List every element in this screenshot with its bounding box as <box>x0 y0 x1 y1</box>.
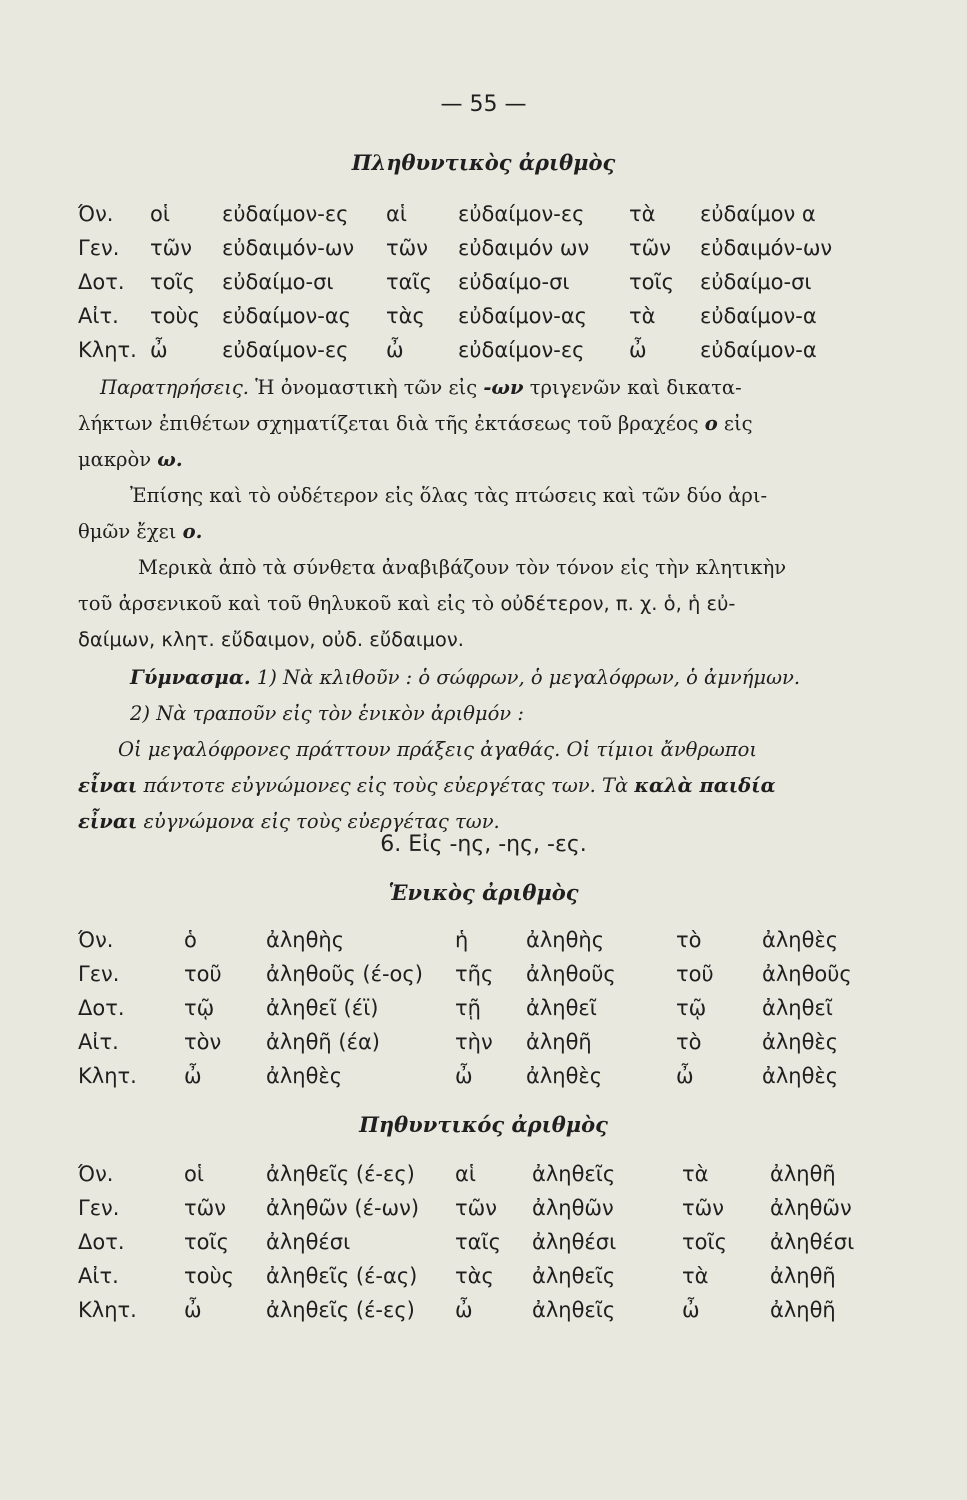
fem-article: ταῖς <box>455 1230 501 1254</box>
neut-article: ὦ <box>682 1298 700 1322</box>
masc-form: εὐδαίμον-ας <box>222 304 351 328</box>
masc-article: ὦ <box>150 338 168 362</box>
exercise-line-5 <box>78 810 868 833</box>
fem-article: τῆς <box>455 962 494 986</box>
masc-article: τῷ <box>184 996 215 1020</box>
fem-form: ἀληθοῦς <box>526 962 616 986</box>
fem-form: ἀληθὲς <box>526 1064 603 1088</box>
table-row <box>0 304 967 338</box>
fem-form: εὐδαίμον-ες <box>458 202 585 226</box>
neut-form: εὐδαίμο-σι <box>700 270 812 294</box>
remarks-line-4 <box>78 484 868 507</box>
case-label: Γεν. <box>78 962 120 986</box>
section-title: 6. Εἰς -ης, -ης, -ες. <box>380 832 587 857</box>
fem-article: αἱ <box>386 202 407 226</box>
masc-form: ἀληθὴς <box>266 928 345 952</box>
masc-form: ἀληθῆ (έα) <box>266 1030 380 1054</box>
table-row <box>0 962 967 996</box>
table-row <box>0 1030 967 1064</box>
table-row <box>0 1196 967 1230</box>
masc-form: ἀληθοῦς (έ-ος) <box>266 962 423 986</box>
neut-form: ἀληθὲς <box>762 1030 839 1054</box>
case-label: Όν. <box>78 202 114 226</box>
letter-highlight: ο. <box>182 520 203 543</box>
remarks-text: θμῶν ἔχει <box>78 520 177 543</box>
masc-article: τῶν <box>184 1196 226 1220</box>
neut-form: ἀληθοῦς <box>762 962 852 986</box>
table-row <box>0 928 967 962</box>
table-row <box>0 1064 967 1098</box>
exercise-text: 1) Νὰ κλιθοῦν : ὁ σώφρων, ὁ μεγαλόφρων, ὁ ἀμνήμων. <box>256 666 801 689</box>
fem-form: ἀληθεῖς <box>532 1264 616 1288</box>
remarks-text: οὐδέτερον, π. χ. ὁ, ἡ εὐ- <box>500 592 736 615</box>
fem-article: τῇ <box>455 996 481 1020</box>
fem-article: τῶν <box>455 1196 497 1220</box>
neut-form: ἀληθὲς <box>762 1064 839 1088</box>
case-label: Αἰτ. <box>78 1264 119 1288</box>
fem-form: εὐδαιμόν ων <box>458 236 590 260</box>
remarks-text: Ἡ ὀνομαστικὴ τῶν εἰς <box>255 376 478 399</box>
neut-form: εὐδαίμον α <box>700 202 816 226</box>
fem-form: ἀληθεῖς <box>532 1298 616 1322</box>
case-label: Αἰτ. <box>78 1030 119 1054</box>
case-label: Δοτ. <box>78 996 125 1020</box>
exercise-bold: εἶναι <box>78 810 138 833</box>
neut-form: ἀληθῆ <box>770 1298 836 1322</box>
neut-article: τὰ <box>629 202 656 226</box>
neut-form: ἀληθεῖ <box>762 996 833 1020</box>
exercise-bold: καλὰ παιδία <box>634 774 776 797</box>
exercise-text: εὐγνώμονα εἰς τοὺς εὐεργέτας των. <box>143 810 500 833</box>
case-label: Όν. <box>78 928 114 952</box>
remarks-text: εἰς <box>723 412 753 435</box>
fem-article: αἱ <box>455 1162 476 1186</box>
remarks-text: λήκτων ἐπιθέτων σχηματίζεται διὰ τῆς ἐκτάσεως τοῦ βραχέος <box>78 412 699 435</box>
table-row <box>0 1264 967 1298</box>
neut-article: τοῦ <box>676 962 714 986</box>
page-number: — 55 — <box>440 92 527 117</box>
fem-form: ἀληθῆ <box>526 1030 592 1054</box>
remarks-text: τοῦ ἀρσενικοῦ καὶ τοῦ θηλυκοῦ καὶ εἰς τὸ <box>78 592 495 615</box>
neut-article: τοῖς <box>629 270 674 294</box>
case-label: Κλητ. <box>78 1064 137 1088</box>
exercise-label: Γύμνασμα. <box>130 666 251 689</box>
table-row <box>0 996 967 1030</box>
masc-article: τοῖς <box>184 1230 229 1254</box>
table-row <box>0 202 967 236</box>
masc-article: ὁ <box>184 928 197 952</box>
fem-article: τὰς <box>386 304 425 328</box>
remarks-line-1 <box>78 376 868 399</box>
neut-form: εὐδαίμον-α <box>700 304 817 328</box>
table-row <box>0 1230 967 1264</box>
fem-form: εὐδαίμο-σι <box>458 270 570 294</box>
masc-form: εὐδαίμον-ες <box>222 202 349 226</box>
exercise-text: Οἱ μεγαλόφρονες πράττουν πράξεις ἀγαθάς. Οἱ τίμιοι ἄνθρωποι <box>118 738 757 761</box>
masc-article: τοῦ <box>184 962 222 986</box>
plural-heading: Πληθυντικὸς ἀριθμὸς <box>351 150 616 175</box>
plural-heading-2: Πηθυντικός ἀριθμὸς <box>359 1112 608 1137</box>
masc-article: τοὺς <box>150 304 200 328</box>
neut-article: τῶν <box>629 236 671 260</box>
neut-form: ἀληθέσι <box>770 1230 855 1254</box>
masc-article: οἱ <box>150 202 170 226</box>
fem-article: ὦ <box>386 338 404 362</box>
neut-form: εὐδαιμόν-ων <box>700 236 833 260</box>
fem-article: τῶν <box>386 236 428 260</box>
masc-article: τὸν <box>184 1030 222 1054</box>
neut-article: τοῖς <box>682 1230 727 1254</box>
neut-article: τῶν <box>682 1196 724 1220</box>
letter-highlight: ω. <box>157 448 183 471</box>
remarks-line-7 <box>78 592 868 615</box>
fem-article: ἡ <box>455 928 469 952</box>
masc-form: εὐδαίμο-σι <box>222 270 334 294</box>
fem-form: ἀληθέσι <box>532 1230 617 1254</box>
exercise-line-4 <box>78 774 868 797</box>
neut-article: τῷ <box>676 996 707 1020</box>
remarks-line-5 <box>78 520 868 543</box>
fem-article: τὰς <box>455 1264 494 1288</box>
masc-form: ἀληθεῖς (έ-ες) <box>266 1298 415 1322</box>
remarks-line-8 <box>78 628 868 651</box>
masc-article: ὦ <box>184 1064 202 1088</box>
masc-form: ἀληθεῖς (έ-ας) <box>266 1264 418 1288</box>
remarks-text: δαίμων, κλητ. εὔδαιμον, οὐδ. εὔδαιμον. <box>78 628 464 651</box>
remarks-line-3 <box>78 448 868 471</box>
table-row <box>0 270 967 304</box>
masc-article: τοὺς <box>184 1264 234 1288</box>
remarks-line-6 <box>78 556 868 579</box>
case-label: Γεν. <box>78 236 120 260</box>
neut-article: τὰ <box>629 304 656 328</box>
remarks-label: Παρατηρήσεις. <box>100 376 249 399</box>
neut-form: ἀληθῆ <box>770 1264 836 1288</box>
masc-form: ἀληθέσι <box>266 1230 351 1254</box>
fem-form: εὐδαίμον-ας <box>458 304 587 328</box>
neut-article: τὰ <box>682 1162 709 1186</box>
fem-form: ἀληθὴς <box>526 928 605 952</box>
exercise-text: πάντοτε εὐγνώμονες εἰς τοὺς εὐεργέτας των. Τὰ <box>143 774 629 797</box>
neut-article: ὦ <box>676 1064 694 1088</box>
case-label: Όν. <box>78 1162 114 1186</box>
table-row <box>0 338 967 372</box>
table-row <box>0 236 967 270</box>
neut-form: εὐδαίμον-α <box>700 338 817 362</box>
fem-article: τὴν <box>455 1030 493 1054</box>
masc-form: εὐδαιμόν-ων <box>222 236 355 260</box>
masc-article: τῶν <box>150 236 192 260</box>
case-label: Κλητ. <box>78 1298 137 1322</box>
remarks-line-2 <box>78 412 868 435</box>
masc-form: ἀληθεῖς (έ-ες) <box>266 1162 415 1186</box>
exercise-line-3 <box>78 738 868 761</box>
fem-article: ταῖς <box>386 270 432 294</box>
neut-article: τὸ <box>676 928 702 952</box>
neut-article: ὦ <box>629 338 647 362</box>
case-label: Αἰτ. <box>78 304 119 328</box>
exercise-text: 2) Νὰ τραποῦν εἰς τὸν ἑνικὸν ἀριθμόν : <box>130 702 524 725</box>
case-label: Δοτ. <box>78 270 125 294</box>
fem-form: ἀληθῶν <box>532 1196 614 1220</box>
fem-article: ὦ <box>455 1064 473 1088</box>
remarks-text: Ἐπίσης καὶ τὸ οὐδέτερον εἰς ὅλας τὰς πτώσεις καὶ τῶν δύο ἀρι- <box>130 484 768 507</box>
case-label: Δοτ. <box>78 1230 125 1254</box>
masc-form: ἀληθεῖ (έϊ) <box>266 996 379 1020</box>
fem-form: εὐδαίμον-ες <box>458 338 585 362</box>
masc-form: ἀληθὲς <box>266 1064 343 1088</box>
table-row <box>0 1162 967 1196</box>
exercise-bold: εἶναι <box>78 774 138 797</box>
neut-article: τὰ <box>682 1264 709 1288</box>
masc-form: ἀληθῶν (έ-ων) <box>266 1196 420 1220</box>
remarks-text: τριγενῶν καὶ δικατα- <box>529 376 742 399</box>
neut-form: ἀληθῆ <box>770 1162 836 1186</box>
neut-article: τὸ <box>676 1030 702 1054</box>
case-label: Κλητ. <box>78 338 137 362</box>
ending-highlight: -ων <box>483 376 524 399</box>
remarks-text: μακρὸν <box>78 448 152 471</box>
masc-article: οἱ <box>184 1162 204 1186</box>
fem-form: ἀληθεῖ <box>526 996 597 1020</box>
masc-article: ὦ <box>184 1298 202 1322</box>
case-label: Γεν. <box>78 1196 120 1220</box>
neut-form: ἀληθῶν <box>770 1196 852 1220</box>
fem-article: ὦ <box>455 1298 473 1322</box>
masc-form: εὐδαίμον-ες <box>222 338 349 362</box>
table-row <box>0 1298 967 1332</box>
exercise-line-2 <box>78 702 868 725</box>
letter-highlight: ο <box>704 412 718 435</box>
neut-form: ἀληθὲς <box>762 928 839 952</box>
singular-heading: Ἑνικὸς ἀριθμὸς <box>388 880 579 905</box>
fem-form: ἀληθεῖς <box>532 1162 616 1186</box>
masc-article: τοῖς <box>150 270 195 294</box>
remarks-text: Μερικὰ ἀπὸ τὰ σύνθετα ἀναβιβάζουν τὸν τόνον εἰς τὴν κλητικὴν <box>138 556 787 579</box>
exercise-line-1 <box>78 666 868 689</box>
